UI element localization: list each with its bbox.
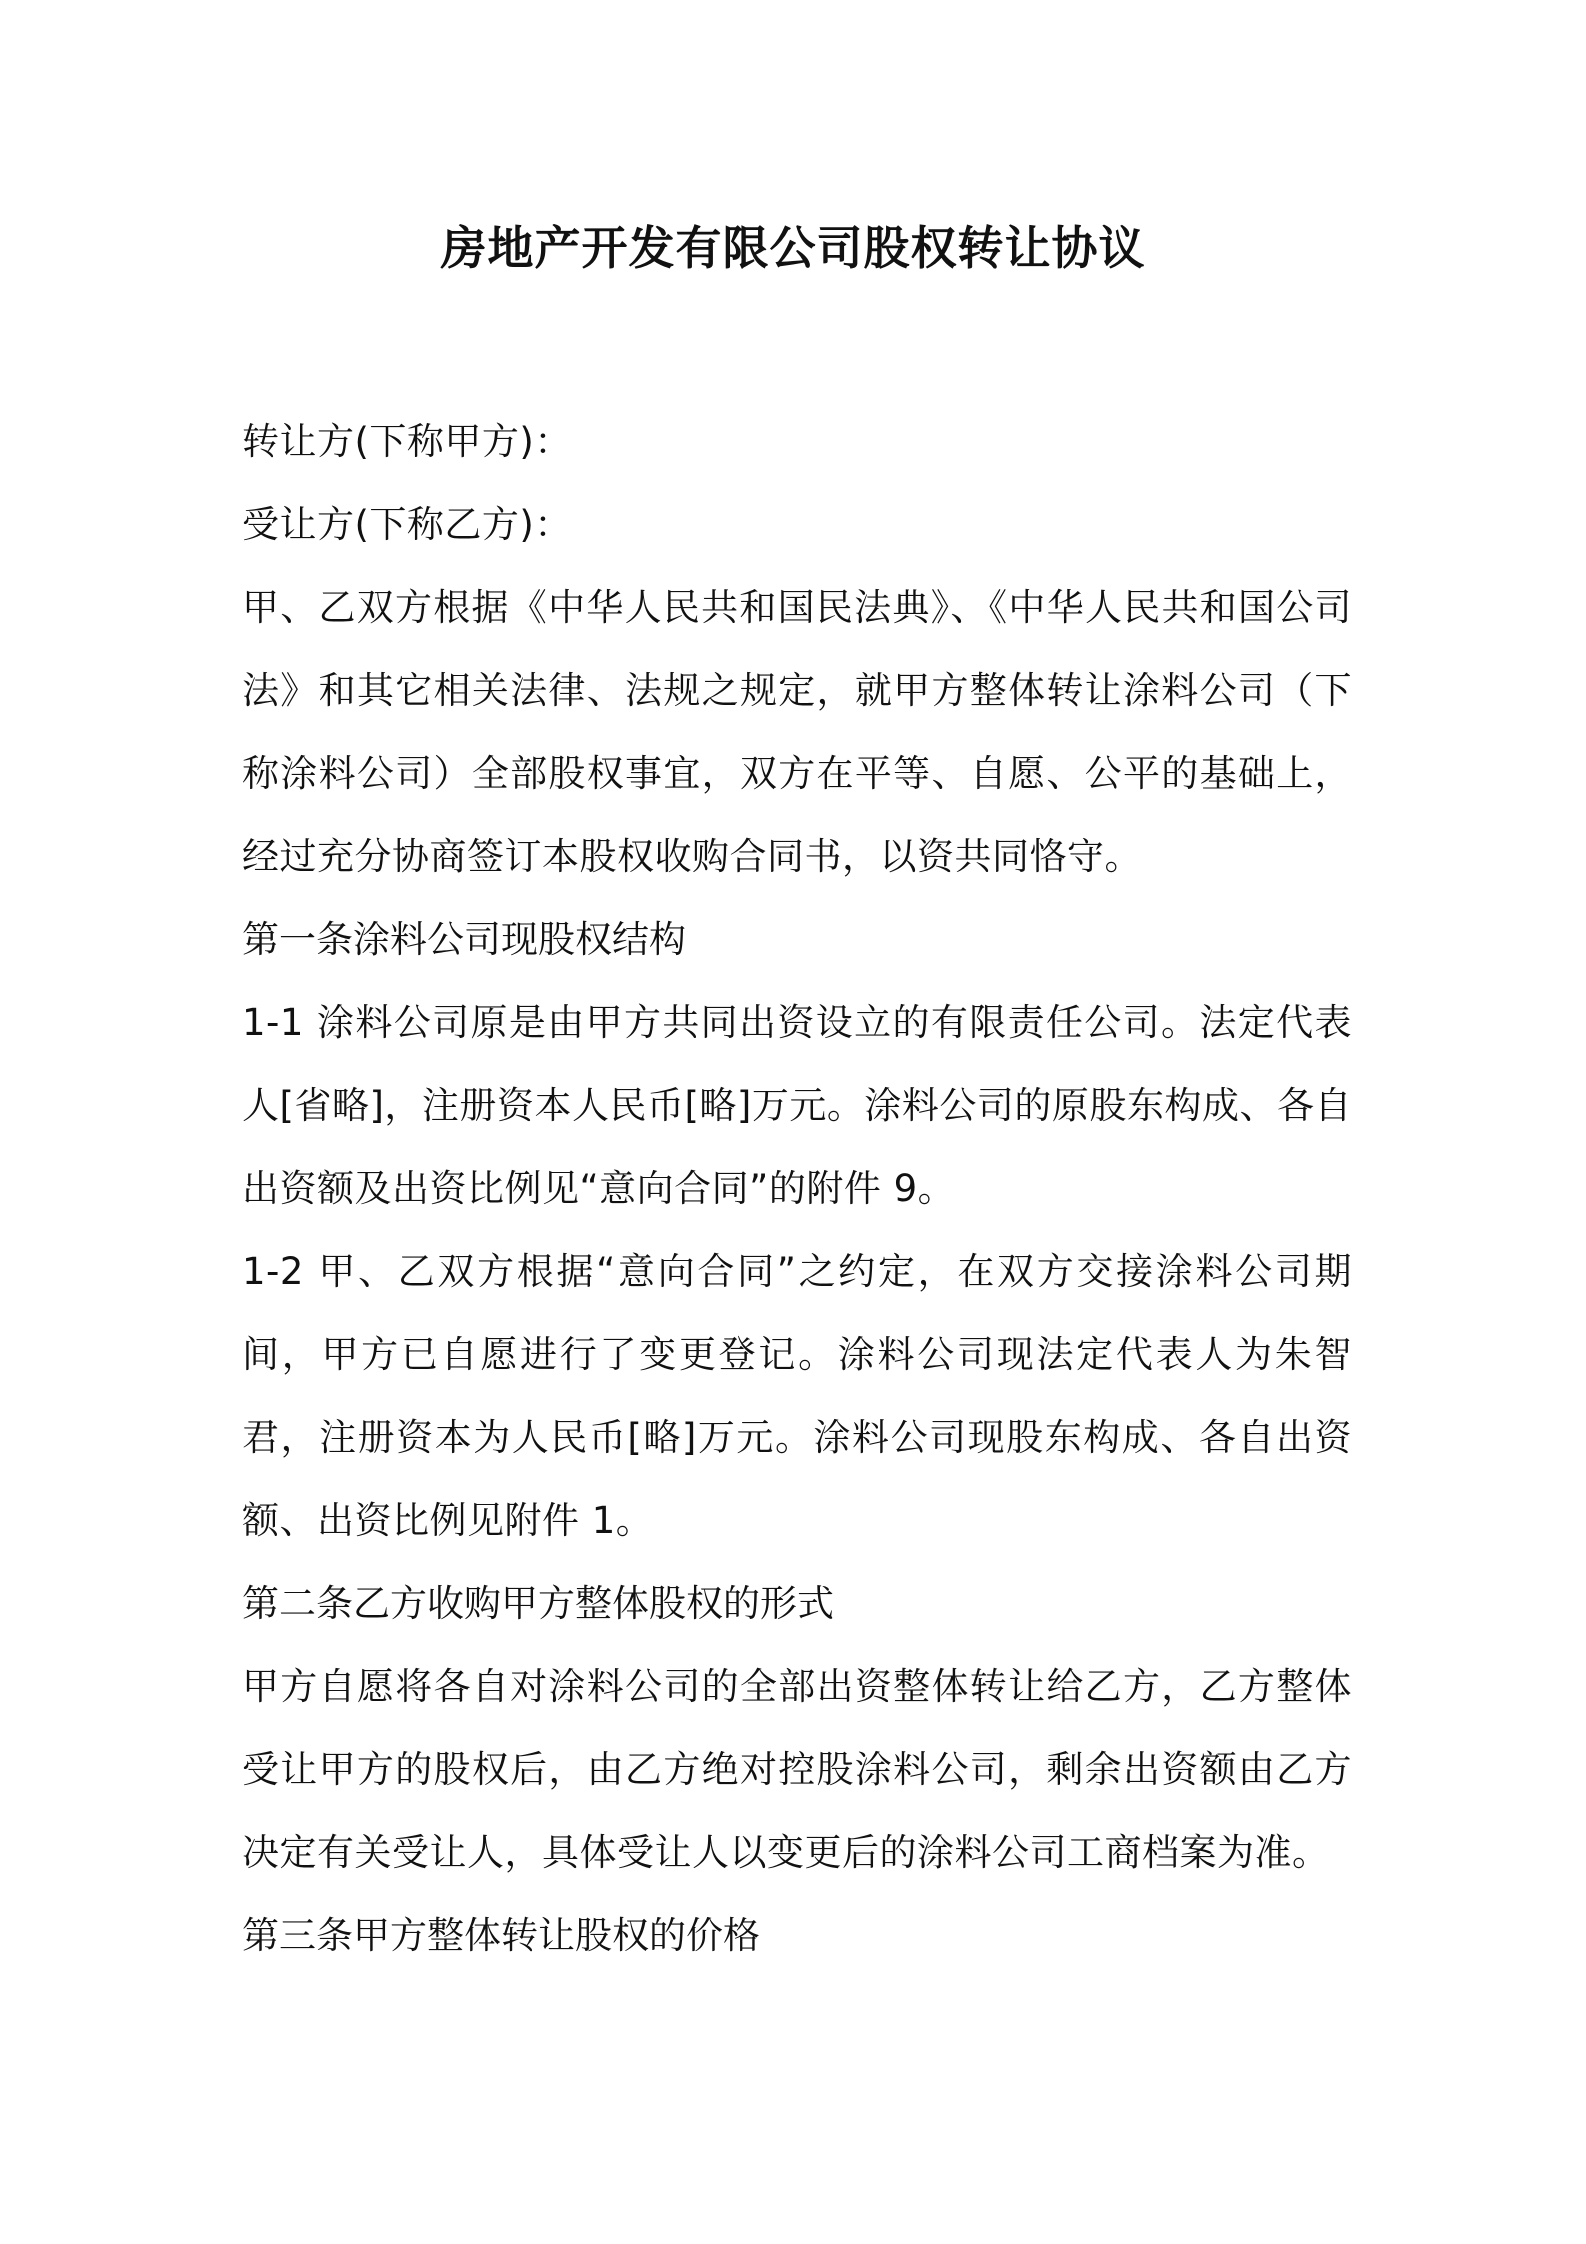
article-3-heading: 第三条甲方整体转让股权的价格 bbox=[242, 1914, 760, 1957]
transferee-line: 受让方(下称乙方)： bbox=[242, 503, 572, 546]
clause-1-1: 1-1 涂料公司原是由甲方共同出资设立的有限责任公司。法定代表人[省略]，注册资本人民币[略]万元。涂料公司的原股东构成、各自出资额及出资比例见“意向合同”的附件 9。 bbox=[242, 1001, 1352, 1210]
clause-1-2: 1-2 甲、乙双方根据“意向合同”之约定，在双方交接涂料公司期间，甲方已自愿进行了变更登记。涂料公司现法定代表人为朱智君，注册资本为人民币[略]万元。涂料公司现股东构成、各自出资额、出资比例见附件 1。 bbox=[242, 1250, 1352, 1542]
document-title: 房地产开发有限公司股权转让协议 bbox=[440, 221, 1146, 275]
preamble-paragraph: 甲、乙双方根据《中华人民共和国民法典》、《中华人民共和国公司法》和其它相关法律、法规之规定，就甲方整体转让涂料公司（下称涂料公司）全部股权事宜，双方在平等、自愿、公平的基础上，经过充分协商签订本股权收购合同书，以资共同恪守。 bbox=[242, 586, 1352, 878]
document-body bbox=[242, 400, 1352, 1977]
transferor-line: 转让方(下称甲方)： bbox=[242, 420, 572, 463]
article-2-heading: 第二条乙方收购甲方整体股权的形式 bbox=[242, 1582, 834, 1625]
article-1-heading: 第一条涂料公司现股权结构 bbox=[242, 918, 686, 961]
article-2-paragraph: 甲方自愿将各自对涂料公司的全部出资整体转让给乙方，乙方整体受让甲方的股权后，由乙方绝对控股涂料公司，剩余出资额由乙方决定有关受让人，具体受让人以变更后的涂料公司工商档案为准。 bbox=[242, 1665, 1352, 1874]
